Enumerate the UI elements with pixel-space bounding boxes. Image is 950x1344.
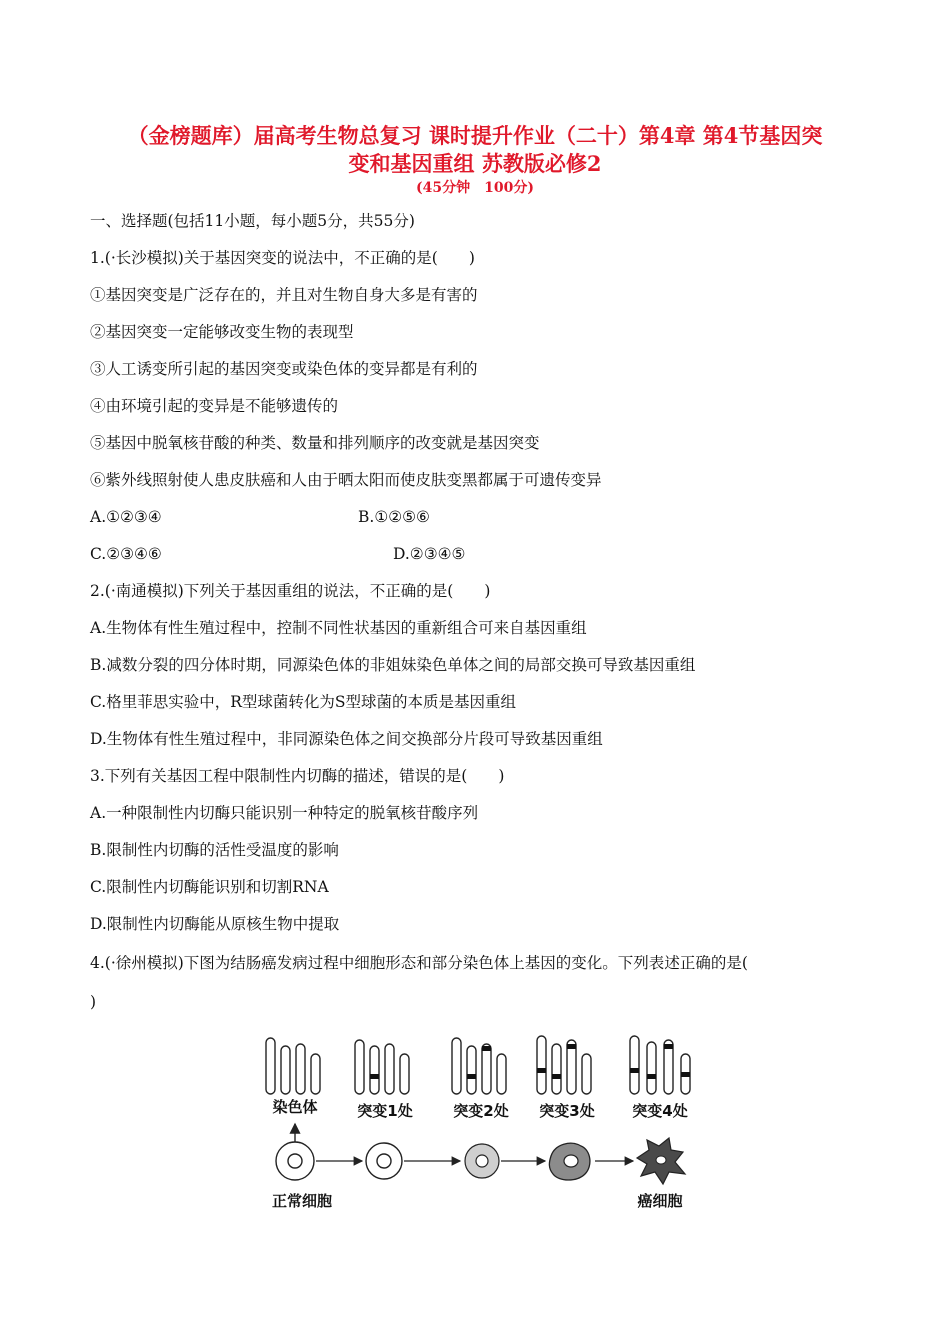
mutation-band (482, 1046, 491, 1051)
label-normal-cell: 正常细胞 (271, 1192, 333, 1210)
chromosome-group-mutation-2 (452, 1038, 506, 1094)
label-mutation-1: 突变1处 (357, 1102, 413, 1120)
mutation-band (370, 1074, 379, 1079)
mutation-band (664, 1044, 673, 1049)
chromosome-group-mutation-1 (355, 1040, 409, 1094)
q1-item-3: ③人工诱变所引起的基因突变或染色体的变异都是有利的 (90, 360, 478, 378)
cell-cancer (637, 1138, 685, 1184)
q2-option-b: B.减数分裂的四分体时期，同源染色体的非姐妹染色单体之间的局部交换可导致基因重组 (90, 656, 696, 674)
q2-option-a: A.生物体有性生殖过程中，控制不同性状基因的重新组合可来自基因重组 (90, 619, 587, 637)
q1-option-b: B.①②⑤⑥ (358, 508, 430, 526)
mutation-band (552, 1074, 561, 1079)
mutation-band (647, 1074, 656, 1079)
q1-option-d: D.②③④⑤ (393, 545, 466, 563)
q4-stem-line2: ) (90, 993, 97, 1011)
label-chromosome: 染色体 (272, 1098, 318, 1116)
q1-item-4: ④由环境引起的变异是不能够遗传的 (90, 397, 339, 415)
cell-normal (276, 1142, 314, 1180)
mutation-band (467, 1074, 476, 1079)
q1-option-c: C.②③④⑥ (90, 545, 162, 563)
q1-item-6: ⑥紫外线照射使人患皮肤癌和人由于晒太阳而使皮肤变黑都属于可遗传变异 (90, 471, 602, 489)
q3-stem: 3.下列有关基因工程中限制性内切酶的描述，错误的是( ) (90, 767, 505, 785)
q4-stem-line1: 4.(·徐州模拟)下图为结肠癌发病过程中细胞形态和部分染色体上基因的变化。下列表述正确的是( (90, 954, 748, 972)
q3-option-a: A.一种限制性内切酶只能识别一种特定的脱氧核苷酸序列 (90, 804, 479, 822)
doc-title-line2: 变和基因重组 苏教版必修2 (348, 151, 602, 176)
cell-stage-1 (366, 1143, 402, 1179)
mutation-band (630, 1068, 639, 1073)
label-mutation-3: 突变3处 (539, 1102, 595, 1120)
label-mutation-2: 突变2处 (453, 1102, 509, 1120)
mutation-band (537, 1068, 546, 1073)
cell-stage-2 (465, 1144, 499, 1178)
chromosome-group-normal (266, 1038, 320, 1094)
q2-option-d: D.生物体有性生殖过程中，非同源染色体之间交换部分片段可导致基因重组 (90, 730, 603, 748)
q1-stem: 1.(·长沙模拟)关于基因突变的说法中，不正确的是( ) (90, 249, 475, 267)
q3-option-d: D.限制性内切酶能从原核生物中提取 (90, 915, 340, 933)
q2-option-c: C.格里菲思实验中，R型球菌转化为S型球菌的本质是基因重组 (90, 693, 517, 711)
doc-title-line1: （金榜题库）届高考生物总复习 课时提升作业（二十）第4章 第4节基因突 (127, 123, 823, 148)
mutation-band (681, 1072, 690, 1077)
chromosome-group-mutation-3 (537, 1036, 591, 1094)
q1-option-a: A.①②③④ (90, 508, 162, 526)
q1-item-1: ①基因突变是广泛存在的，并且对生物自身大多是有害的 (90, 286, 478, 304)
q1-item-2: ②基因突变一定能够改变生物的表现型 (90, 323, 354, 341)
q3-option-b: B.限制性内切酶的活性受温度的影响 (90, 841, 339, 859)
label-mutation-4: 突变4处 (632, 1102, 688, 1120)
q1-item-5: ⑤基因中脱氧核苷酸的种类、数量和排列顺序的改变就是基因突变 (90, 434, 540, 452)
chromosome-group-mutation-4 (630, 1036, 690, 1094)
section-heading: 一、选择题(包括11小题，每小题5分，共55分) (90, 212, 415, 230)
q3-option-c: C.限制性内切酶能识别和切割RNA (90, 878, 329, 896)
cell-stage-3 (549, 1143, 590, 1180)
colon-cancer-figure (255, 1030, 705, 1215)
q2-stem: 2.(·南通模拟)下列关于基因重组的说法，不正确的是( ) (90, 582, 491, 600)
label-cancer-cell: 癌细胞 (637, 1192, 683, 1210)
doc-subtitle: (45分钟 100分) (416, 180, 534, 196)
mutation-band (567, 1044, 576, 1049)
